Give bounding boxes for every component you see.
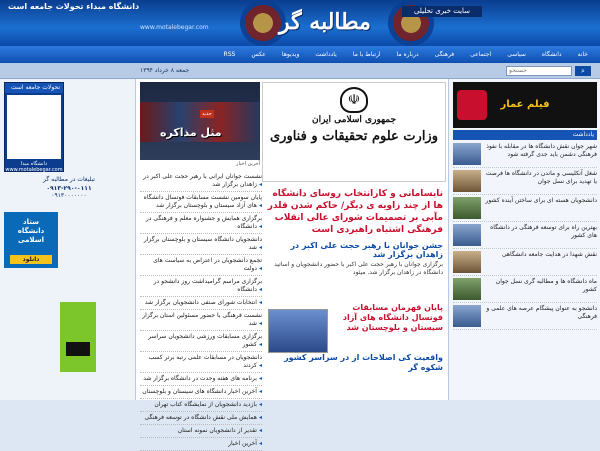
photo-credit: آخرین اخبار <box>236 161 260 167</box>
bullet-icon: ◂ <box>256 286 262 293</box>
sports-thumbnail[interactable] <box>268 309 328 353</box>
sports-title[interactable]: پایان قهرمان مسابقات فوتسال دانشگاه های آزاد سیستان و بلوچستان شد <box>342 303 443 332</box>
headline-text: انتخابات شورای صنفی دانشجویان برگزار شد <box>144 299 257 306</box>
nav-item[interactable]: عکس <box>251 51 266 58</box>
nav-item[interactable]: خانه <box>577 51 588 58</box>
ticker-body <box>7 95 61 159</box>
headline-item[interactable] <box>140 399 262 412</box>
note-text: نقش شهدا در هدایت جامعه دانشگاهی <box>501 251 597 258</box>
note-thumbnail[interactable] <box>453 224 481 246</box>
headline-item[interactable] <box>140 310 262 331</box>
headline-text: پایان سومین نشست مسابقات فوتسال دانشگاه های آزاد سیستان و بلوچستان برگزار شد <box>143 194 262 209</box>
headline-item[interactable] <box>140 192 262 213</box>
note-thumbnail[interactable] <box>453 251 481 273</box>
headline-item[interactable] <box>140 297 262 310</box>
ads-contact <box>4 176 134 206</box>
nav-item[interactable]: درباره ما <box>396 51 419 58</box>
bullet-icon: ◂ <box>256 244 262 251</box>
headline-text: بازدید دانشجویان از نمایشگاه کتاب تهران <box>154 401 257 408</box>
nav-item[interactable]: ارتباط با ما <box>352 51 381 58</box>
search-input[interactable] <box>506 66 572 76</box>
jihad-download[interactable]: دانلود <box>10 255 52 264</box>
bullet-icon: ◂ <box>256 401 262 408</box>
nav-item[interactable]: فرهنگی <box>434 51 455 58</box>
headline-item[interactable] <box>140 331 262 352</box>
main-story[interactable] <box>264 185 446 243</box>
headline-text: برگزاری مسابقات ورزشی دانشجویان سراسر کشور <box>148 333 262 348</box>
headline-item[interactable] <box>140 438 262 451</box>
headline-text: برگزاری مراسم گرامیداشت روز دانشجو در دانشگاه <box>153 278 262 293</box>
university-slogan: دانشگاه مبداء تحولات جامعه است <box>8 2 140 11</box>
jihad-line-1: ستاد <box>23 218 39 226</box>
nav-item[interactable]: اجتماعی <box>470 51 492 58</box>
left-sidebar <box>0 79 136 400</box>
headline-item[interactable] <box>140 213 262 234</box>
site-logo[interactable]: مطالبه گر <box>279 9 371 35</box>
bullet-icon: ◂ <box>256 427 262 434</box>
ads-phone-alt: ۰۹۱۳۰۰۰۰۰۰۰ <box>51 192 87 199</box>
film-banner[interactable] <box>453 82 597 128</box>
bullet-icon: ◂ <box>256 341 262 348</box>
photo-caption: مثل مذاکره <box>160 126 222 139</box>
headline-item[interactable] <box>140 255 262 276</box>
note-item[interactable] <box>453 249 597 276</box>
headline-item[interactable] <box>140 373 262 386</box>
bullet-icon: ◂ <box>256 181 262 188</box>
headline-item[interactable] <box>140 412 262 425</box>
main-content <box>136 79 448 447</box>
bullet-icon: ◂ <box>256 440 262 447</box>
site-url: www.motalebegar.com <box>140 24 209 31</box>
note-item[interactable] <box>453 222 597 249</box>
iran-emblem-icon: ☫ <box>340 87 368 113</box>
nav-item[interactable]: ویدیوها <box>281 51 300 58</box>
headline-item[interactable] <box>140 234 262 255</box>
note-thumbnail[interactable] <box>453 278 481 300</box>
note-thumbnail[interactable] <box>453 143 481 165</box>
headline-item[interactable] <box>140 425 262 438</box>
search-bar <box>0 63 600 79</box>
headline-text: نشست فرهنگی با حضور مسئولین استان برگزار شد <box>142 312 262 327</box>
main-navigation <box>0 46 600 63</box>
sports-sub[interactable]: واقعیت کی اصلاحات از در سراسر کشور شکوه گر <box>284 353 443 372</box>
note-text: دانشجو به عنوان پیشگام عرصه های علمی و فرهنگی <box>486 305 597 320</box>
note-item[interactable] <box>453 195 597 222</box>
nav-item[interactable]: دانشگاه <box>541 51 562 58</box>
headline-item[interactable] <box>140 386 262 399</box>
nav-item[interactable]: یادداشت <box>315 51 337 58</box>
ads-title: تبلیغات در مطالبه گر <box>43 176 95 183</box>
headline-list <box>140 171 262 447</box>
note-text: شهر جوان نقش دانشگاه ها در مقابله با نفوذ فرهنگی دشمن باید جدی گرفته شود <box>486 143 597 158</box>
ministry-republic: جمهوری اسلامی ایران <box>311 115 397 125</box>
headline-text: برنامه های هفته وحدت در دانشگاه برگزار شد <box>143 375 257 382</box>
note-text: شغل آنکلیسی و ماندن در دانشگاه ها فرصت یا تهدید برای نسل جوان <box>485 170 597 185</box>
headline-item[interactable] <box>140 171 262 192</box>
bullet-icon: ◂ <box>256 362 262 369</box>
main-headline[interactable]: نابسامانی و کارانتخاب روسای دانشگاه ها از چند زاویه ی دیگر/ حاکم شدن قلدر مآبی بر تصمیمات شورای عالی انقلاب فرهنگی اشتباه راهبردی است <box>267 189 443 235</box>
ads-phone[interactable]: ۰۹۱۳-۲۹۰-۰۱۱۱ <box>46 185 92 192</box>
site-tagline: سایت خبری تحلیلی <box>402 6 482 17</box>
second-title[interactable]: جشن جوانان با رهبر حجت علی اکبر در زاهدان برگزار شد <box>290 241 443 259</box>
right-sidebar <box>448 79 600 400</box>
nav-item[interactable]: RSS <box>223 51 236 58</box>
note-item[interactable] <box>453 303 597 330</box>
ticker-url: www.motalebegar.com <box>5 167 63 173</box>
bullet-icon: ◂ <box>256 223 262 230</box>
sports-story[interactable] <box>264 301 446 399</box>
graduation-banner[interactable] <box>60 302 96 372</box>
film-logo-icon <box>457 90 487 120</box>
headline-text: آخرین اخبار دانشگاه های سیستان و بلوچستان <box>142 388 257 395</box>
ministry-banner[interactable] <box>262 82 446 182</box>
bullet-icon: ◂ <box>256 202 262 209</box>
headline-text: برگزاری همایش و جشنواره معلم و فرهنگی در دانشگاه <box>145 215 262 230</box>
headline-text: نشست جوانان ایرانی با رهبر حجت علی اکبر در زاهدان برگزار شد <box>143 173 262 188</box>
headline-text: دانشجویان در مسابقات علمی رتبه برتر کسب کردند <box>148 354 262 369</box>
note-item[interactable] <box>453 141 597 168</box>
graduation-cap-icon <box>66 342 90 356</box>
notes-list <box>453 141 597 399</box>
note-text: بهترین راه برای توسعه فرهنگی در دانشگاه های کشور <box>490 224 597 239</box>
headline-text: دانشجویان دانشگاه سیستان و بلوچستان برگزار شد <box>143 236 262 251</box>
headline-text: آخرین اخبار <box>228 440 257 447</box>
bullet-icon: ◂ <box>256 388 262 395</box>
bullet-icon: ◂ <box>256 265 262 272</box>
headline-text: تجمع دانشجویان در اعتراض به سیاست های دولت <box>153 257 262 272</box>
second-summary: برگزاری جوانان با رهبر حجت علی اکبر با حضور دانشجویان و اساتید دانشگاه در زاهدان برگزار شد. میثود <box>274 261 443 276</box>
headline-item[interactable] <box>140 352 262 373</box>
bullet-icon: ◂ <box>256 414 262 421</box>
note-thumbnail[interactable] <box>453 197 481 219</box>
photo-badge: جدید <box>202 111 212 117</box>
jihad-line-2: دانشگاه اسلامی <box>17 227 45 244</box>
date-label: جمعه ۸ خرداد ۱۳۹۴ <box>140 67 190 74</box>
notes-heading: یادداشت <box>453 130 597 140</box>
second-story[interactable] <box>264 239 446 299</box>
note-thumbnail[interactable] <box>453 170 481 192</box>
bullet-icon: ◂ <box>256 320 262 327</box>
bullet-icon: ◂ <box>256 299 262 306</box>
note-text: ماه دانشگاه ها و مطالبه گری نسل جوان کشور <box>495 278 597 293</box>
note-item[interactable] <box>453 276 597 303</box>
headline-item[interactable] <box>140 276 262 297</box>
search-icon[interactable]: ⌕ <box>575 66 591 76</box>
ticker-title: تحولات جامعه است <box>5 83 63 93</box>
note-item[interactable] <box>453 168 597 195</box>
bullet-icon: ◂ <box>256 375 262 382</box>
jihad-banner[interactable] <box>4 212 58 268</box>
news-ticker-box[interactable] <box>4 82 64 172</box>
note-thumbnail[interactable] <box>453 305 481 327</box>
headline-text: همایش ملی نقش دانشگاه در توسعه فرهنگی <box>144 414 257 421</box>
headline-text: تقدیر از دانشجویان نمونه استان <box>177 427 257 434</box>
film-banner-label: فیلم عمار <box>500 99 550 110</box>
nav-item[interactable]: سیاسی <box>507 51 526 58</box>
ministry-name: وزارت علوم تحقیقات و فناوری <box>269 129 438 144</box>
site-header <box>0 0 600 46</box>
note-text: دانشجویان هسته ای برای ساختن آینده کشور <box>485 197 597 204</box>
featured-photo[interactable] <box>140 82 260 160</box>
ticker-sub: دانشگاه مبدا <box>20 161 48 167</box>
